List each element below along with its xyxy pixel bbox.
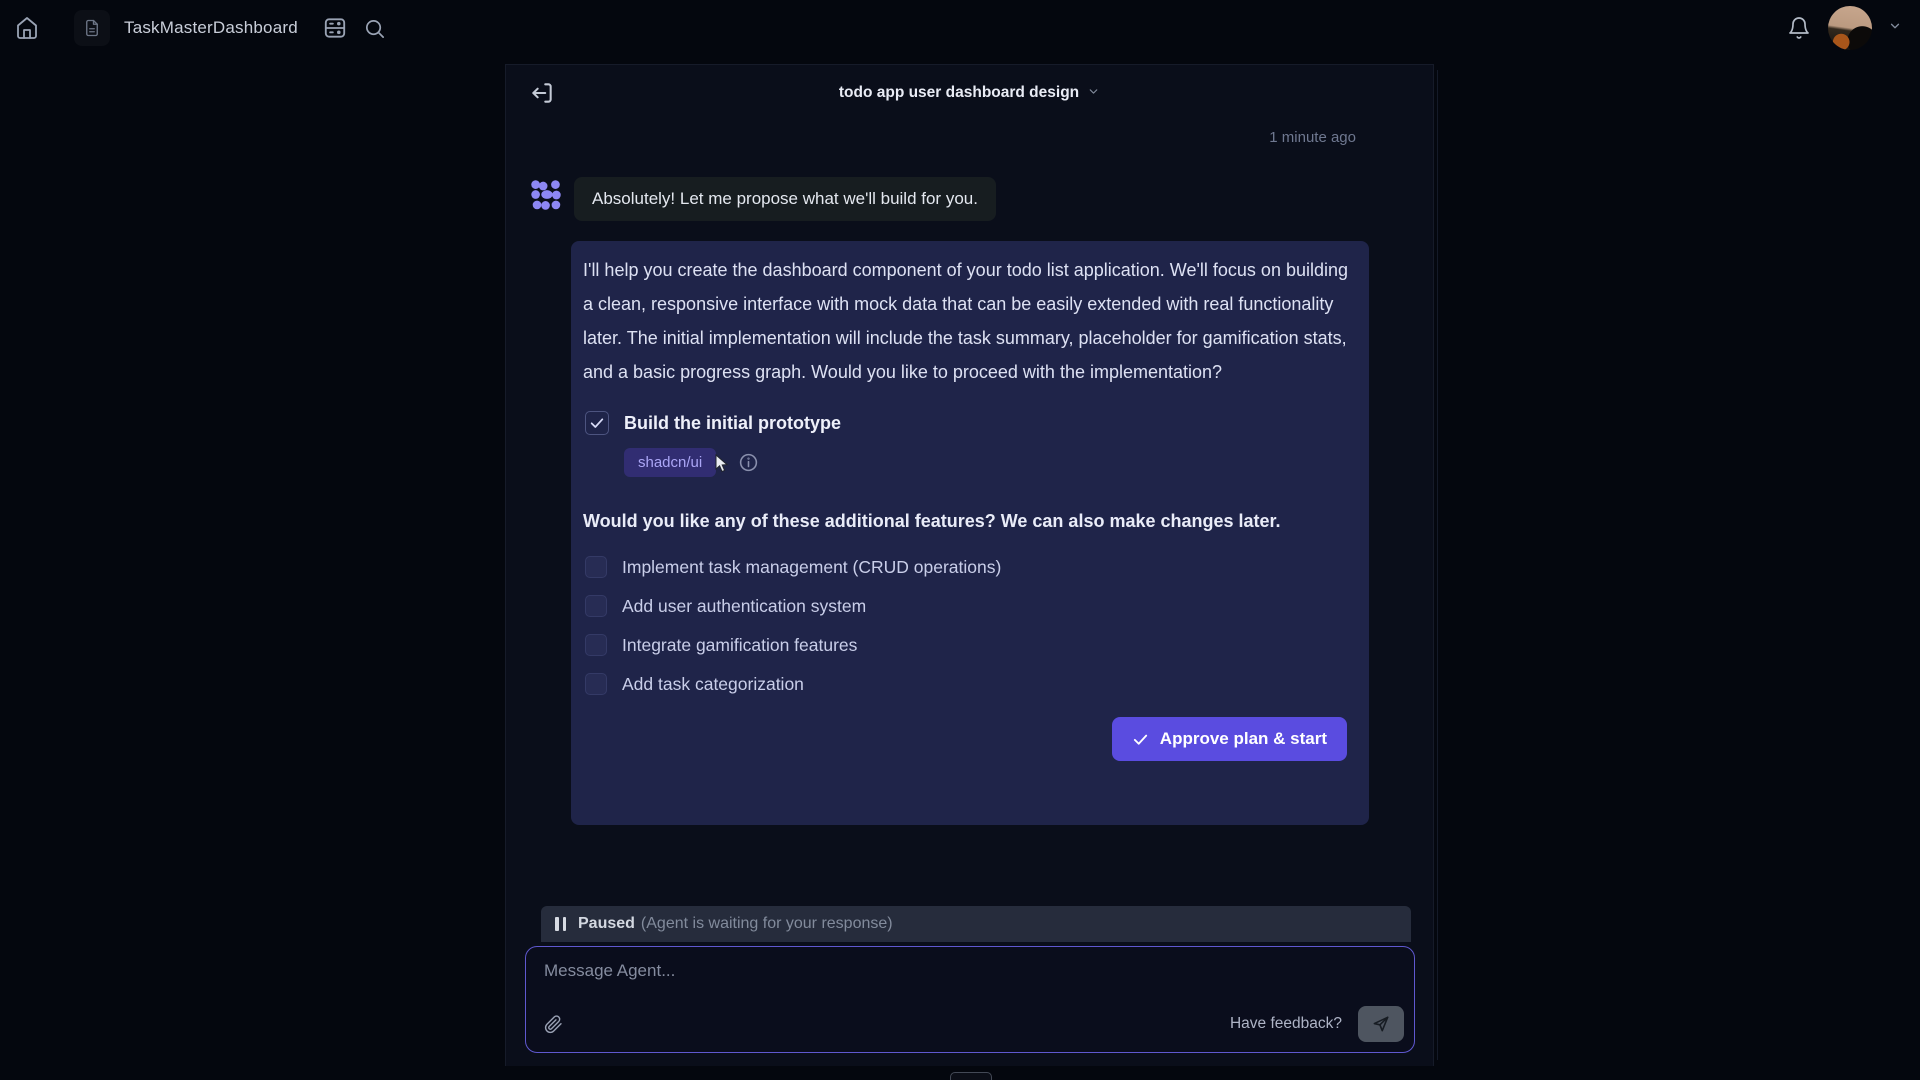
search-icon[interactable]: [362, 15, 388, 41]
additional-features-prompt: Would you like any of these additional features? We can also make changes later.: [583, 511, 1281, 531]
additional-options-list: [583, 556, 1357, 695]
server-panels-icon[interactable]: [322, 15, 348, 41]
checkbox-unchecked[interactable]: [585, 634, 607, 656]
agent-message-bubble: Absolutely! Let me propose what we'll build for you.: [574, 177, 996, 221]
app-title: TaskMasterDashboard: [124, 18, 298, 37]
option-row[interactable]: [585, 673, 1357, 695]
status-label: Paused: [578, 915, 635, 932]
feedback-link[interactable]: Have feedback?: [1229, 1015, 1342, 1032]
approve-plan-button[interactable]: [1112, 717, 1347, 761]
scrollbar-track[interactable]: [1437, 70, 1438, 1060]
pause-icon: [555, 917, 566, 931]
checkbox-unchecked[interactable]: [585, 595, 607, 617]
chat-title-dropdown[interactable]: [506, 83, 1433, 103]
chevron-down-icon: [1087, 85, 1100, 103]
agent-chat-panel: [505, 64, 1434, 1066]
bell-icon[interactable]: [1786, 15, 1812, 41]
home-icon[interactable]: [14, 15, 40, 41]
user-avatar[interactable]: [1828, 6, 1872, 50]
check-icon: [1132, 731, 1149, 748]
primary-option-label: Build the initial prototype: [624, 412, 841, 433]
approve-plan-label: Approve plan & start: [1159, 729, 1327, 748]
composer-toolbar: [526, 1004, 1414, 1052]
message-timestamp: 1 minute ago: [1269, 129, 1356, 146]
chat-header: [506, 65, 1433, 121]
primary-option-row[interactable]: [583, 411, 1357, 435]
framework-badge-row: [624, 448, 1357, 477]
option-row[interactable]: [585, 556, 1357, 578]
checkbox-checked[interactable]: [585, 411, 609, 435]
plan-description: I'll help you create the dashboard component of your todo list application. We'll focus on building a clean, responsive interface with mock data that can be easily extended with real functionality later. The initial implementation will include the task summary, placeholder for gamification stats, and a basic progress graph. Would you like to proceed with the implementation?: [583, 260, 1349, 382]
message-composer: [525, 946, 1415, 1053]
checkbox-unchecked[interactable]: [585, 673, 607, 695]
status-detail: (Agent is waiting for your response): [640, 915, 893, 932]
option-row[interactable]: [585, 634, 1357, 656]
topbar: [0, 0, 1920, 56]
bottom-drag-handle[interactable]: [950, 1072, 992, 1080]
send-button[interactable]: [1358, 1006, 1404, 1042]
agent-logo-icon: [528, 177, 564, 213]
send-icon: [1371, 1014, 1391, 1034]
info-icon[interactable]: [738, 452, 759, 473]
agent-message-row: [528, 177, 996, 221]
document-icon[interactable]: [74, 10, 110, 46]
agent-status-bar: [541, 906, 1411, 942]
chat-title: todo app user dashboard design: [838, 84, 1080, 101]
topbar-right: [1786, 6, 1906, 50]
topbar-left: [14, 10, 388, 46]
approve-row: [583, 717, 1357, 761]
option-label: Integrate gamification features: [622, 634, 858, 655]
option-label: Implement task management (CRUD operations): [622, 556, 1002, 577]
attach-file-icon[interactable]: [540, 1011, 567, 1038]
checkbox-unchecked[interactable]: [585, 556, 607, 578]
plan-proposal-card: [571, 241, 1369, 825]
framework-badge[interactable]: shadcn/ui: [624, 448, 716, 477]
option-label: Add task categorization: [622, 673, 804, 694]
option-label: Add user authentication system: [622, 595, 867, 616]
message-input[interactable]: [526, 947, 1414, 1004]
chevron-down-icon[interactable]: [1888, 19, 1902, 38]
option-row[interactable]: [585, 595, 1357, 617]
